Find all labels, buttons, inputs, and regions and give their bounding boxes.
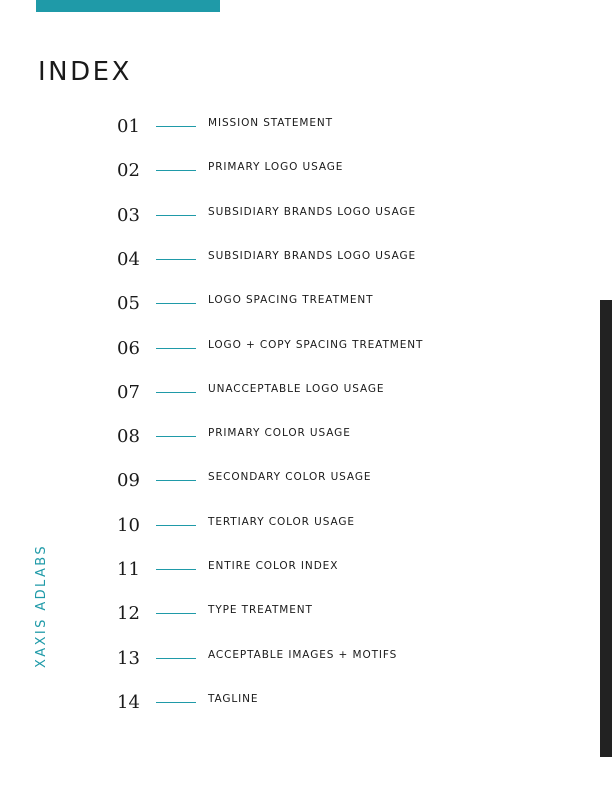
index-item [0, 422, 480, 452]
index-rule [156, 170, 196, 171]
index-number: 10 [117, 514, 140, 536]
index-label: SUBSIDIARY BRANDS LOGO USAGE [208, 249, 417, 262]
index-label: PRIMARY LOGO USAGE [208, 161, 344, 174]
page-title: INDEX [38, 57, 132, 87]
index-label: LOGO SPACING TREATMENT [208, 294, 374, 307]
index-item [0, 688, 480, 718]
index-item [0, 378, 480, 408]
index-rule [156, 436, 196, 437]
index-item [0, 555, 480, 585]
index-number: 06 [117, 337, 140, 359]
brand-vertical-text: XAXIS ADLABS [34, 543, 49, 668]
index-rule [156, 392, 196, 393]
index-rule [156, 126, 196, 127]
index-label: PRIMARY COLOR USAGE [208, 427, 351, 440]
index-rule [156, 303, 196, 304]
index-label: MISSION STATEMENT [208, 117, 333, 129]
index-rule [156, 658, 196, 659]
top-accent-bar [36, 0, 220, 12]
index-rule [156, 259, 196, 260]
index-label: ACCEPTABLE IMAGES + MOTIFS [208, 648, 398, 661]
index-label: TAGLINE [208, 692, 259, 705]
index-number: 13 [117, 647, 140, 669]
index-number: 11 [117, 559, 140, 580]
index-item [0, 511, 480, 541]
index-number: 01 [117, 116, 140, 137]
index-item [0, 644, 480, 674]
index-number: 09 [117, 470, 140, 492]
index-rule [156, 525, 196, 526]
index-rule [156, 613, 196, 614]
index-rule [156, 569, 196, 570]
index-item [0, 245, 480, 275]
index-number: 08 [117, 426, 140, 448]
index-rule [156, 702, 196, 703]
index-label: TERTIARY COLOR USAGE [208, 515, 355, 528]
index-item [0, 599, 480, 629]
index-number: 14 [117, 691, 140, 713]
index-number: 03 [117, 204, 140, 226]
index-number: 07 [117, 381, 140, 403]
index-rule [156, 480, 196, 481]
index-rule [156, 348, 196, 349]
index-item [0, 289, 480, 319]
index-item [0, 112, 480, 142]
index-label: SUBSIDIARY BRANDS LOGO USAGE [208, 205, 417, 218]
index-item [0, 201, 480, 231]
index-number: 05 [117, 293, 140, 315]
index-item [0, 334, 480, 364]
index-label: TYPE TREATMENT [208, 604, 313, 617]
index-number: 12 [117, 603, 140, 625]
side-dark-bar [600, 300, 612, 757]
index-label: UNACCEPTABLE LOGO USAGE [208, 382, 385, 395]
index-label: SECONDARY COLOR USAGE [208, 471, 372, 484]
index-number: 04 [117, 248, 140, 270]
index-label: ENTIRE COLOR INDEX [208, 560, 339, 572]
index-number: 02 [117, 160, 140, 182]
index-item [0, 156, 480, 186]
index-rule [156, 215, 196, 216]
index-label: LOGO + COPY SPACING TREATMENT [208, 338, 424, 351]
index-item [0, 466, 480, 496]
